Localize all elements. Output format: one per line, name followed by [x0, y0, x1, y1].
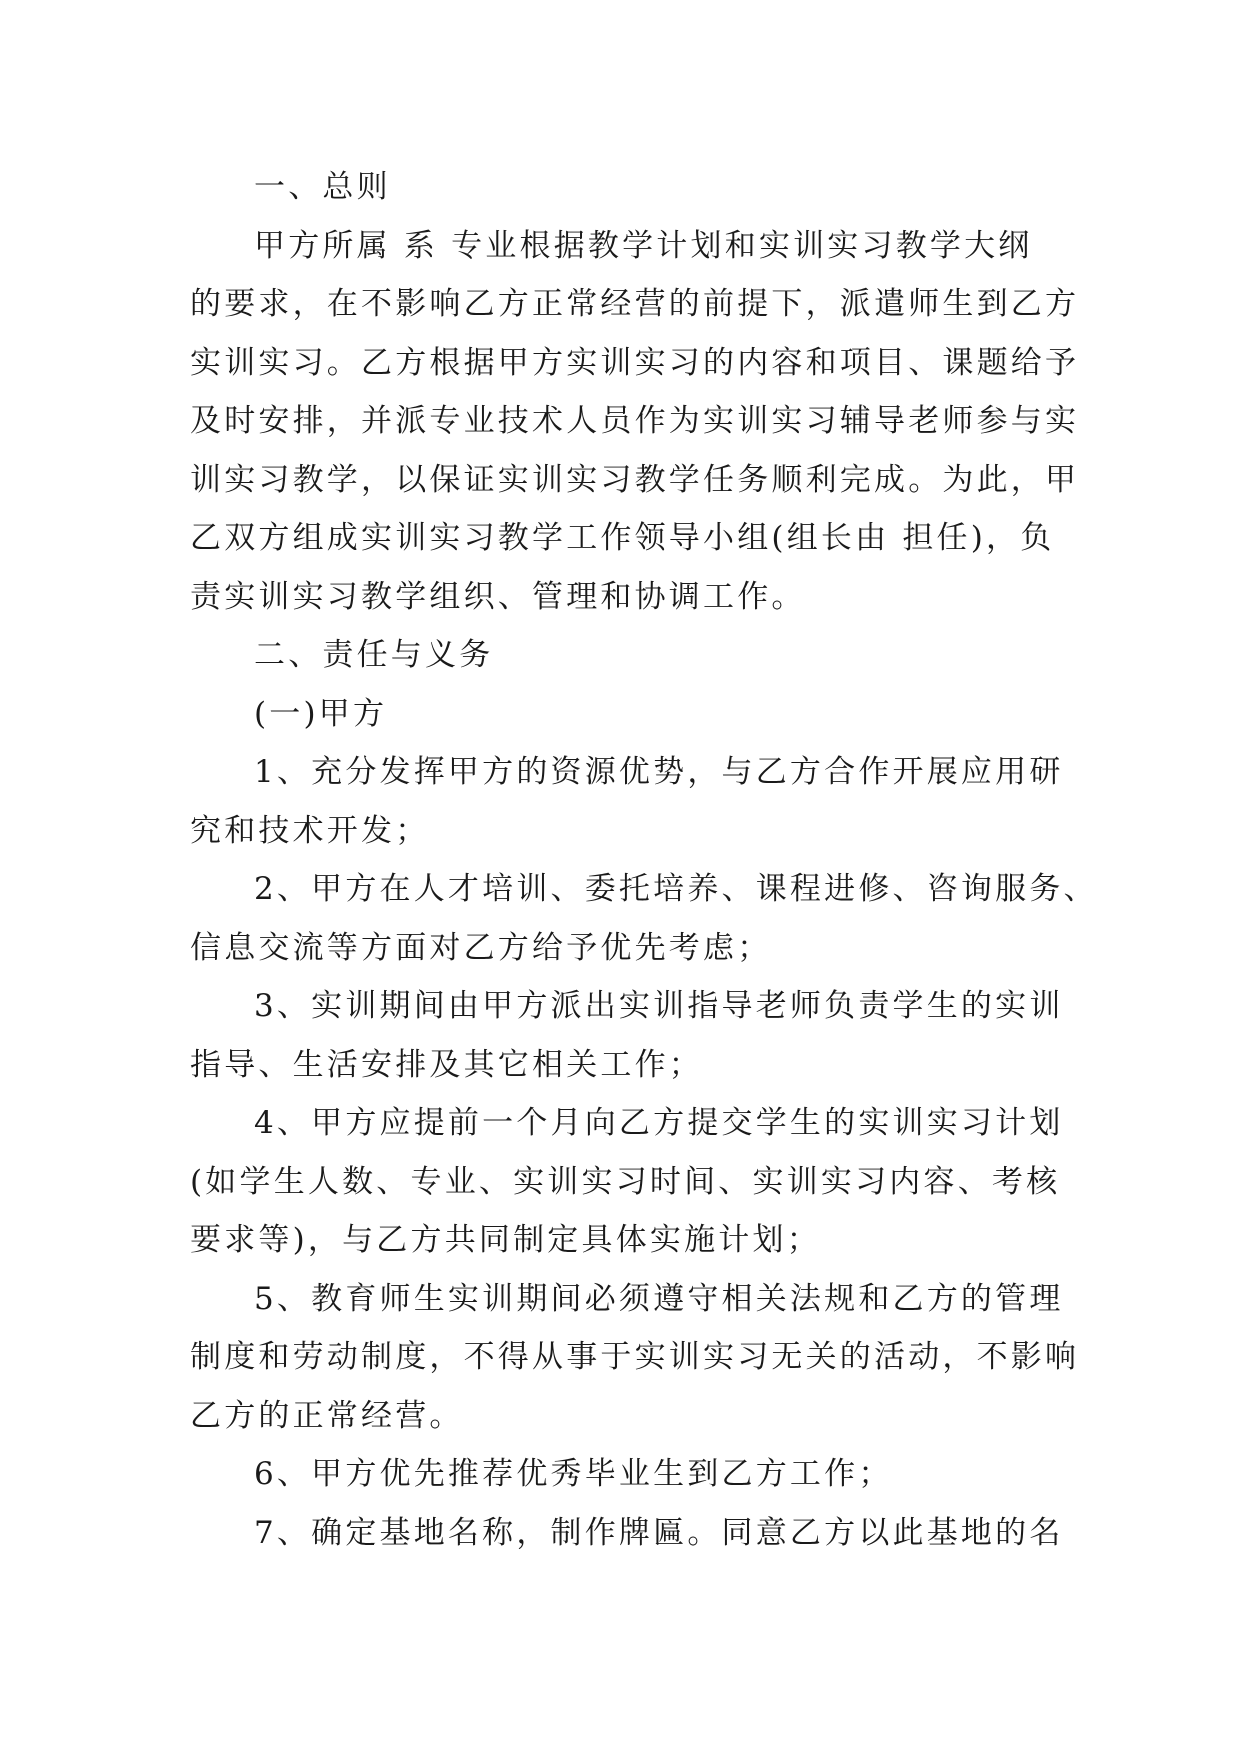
- list-item-line: 究和技术开发；: [190, 812, 430, 849]
- list-item-line: 6、甲方优先推荐优秀毕业生到乙方工作；: [254, 1456, 893, 1492]
- list-item-line: 乙方的正常经营。: [190, 1397, 464, 1434]
- paragraph-line: 实训实习。乙方根据甲方实训实习的内容和项目、课题给予: [190, 344, 1080, 381]
- list-item-line: 信息交流等方面对乙方给予优先考虑；: [190, 929, 772, 966]
- document-page: [190, 158, 1098, 1562]
- section-heading: 一、总则: [254, 169, 391, 205]
- list-item-line: 4、甲方应提前一个月向乙方提交学生的实训实习计划: [254, 1105, 1064, 1141]
- list-item-line: (如学生人数、专业、实训实习时间、实训实习内容、考核: [190, 1163, 1061, 1200]
- subsection-heading: (一)甲方: [254, 695, 388, 732]
- section-heading: 二、责任与义务: [254, 637, 494, 673]
- paragraph-line: 责实训实习教学组织、管理和协调工作。: [190, 578, 806, 615]
- list-item-line: 指导、生活安排及其它相关工作；: [190, 1046, 703, 1083]
- list-item-line: 1、充分发挥甲方的资源优势，与乙方合作开展应用研: [254, 754, 1064, 790]
- paragraph-line: 的要求，在不影响乙方正常经营的前提下，派遣师生到乙方: [190, 286, 1080, 322]
- list-item-line: 3、实训期间由甲方派出实训指导老师负责学生的实训: [254, 988, 1064, 1024]
- paragraph-line: 甲方所属 系 专业根据教学计划和实训实习教学大纲: [254, 227, 1033, 264]
- paragraph-line: 训实习教学，以保证实训实习教学任务顺利完成。为此，甲: [190, 461, 1080, 498]
- paragraph-line: 乙双方组成实训实习教学工作领导小组(组长由 担任)，负: [190, 520, 1055, 556]
- list-item-line: 7、确定基地名称，制作牌匾。同意乙方以此基地的名: [254, 1514, 1064, 1551]
- list-item-line: 5、教育师生实训期间必须遵守相关法规和乙方的管理: [254, 1280, 1064, 1317]
- paragraph-line: 及时安排，并派专业技术人员作为实训实习辅导老师参与实: [190, 403, 1080, 439]
- list-item-line: 要求等)，与乙方共同制定具体实施计划；: [190, 1222, 821, 1258]
- list-item-line: 制度和劳动制度，不得从事于实训实习无关的活动，不影响: [190, 1339, 1080, 1375]
- list-item-line: 2、甲方在人才培训、委托培养、课程进修、咨询服务、: [254, 871, 1098, 907]
